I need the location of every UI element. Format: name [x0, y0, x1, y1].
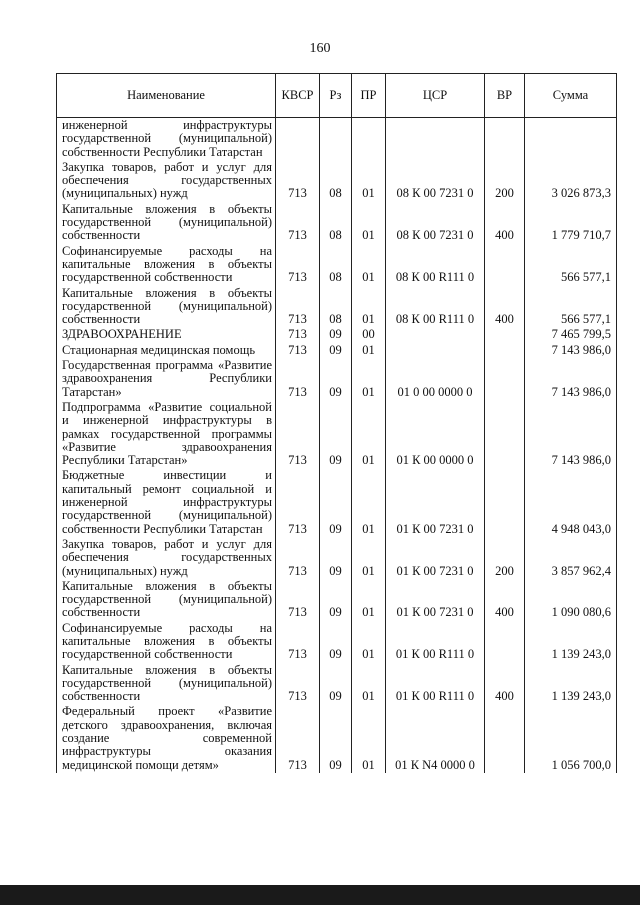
cell-name: Капитальные вложения в объекты государственной (муниципальной) собственности: [57, 663, 276, 705]
cell-name: инженерной инфраструктуры государственной (муниципальной) собственности Республики Татарстан: [57, 118, 276, 160]
cell-kvsr: 713: [276, 468, 320, 536]
cell-rz: 09: [320, 704, 352, 772]
cell-pr: 01: [352, 160, 386, 202]
cell-kvsr: 713: [276, 160, 320, 202]
cell-csr: [386, 343, 485, 358]
cell-sum: 1 056 700,0: [525, 704, 617, 772]
cell-pr: 01: [352, 621, 386, 663]
table-row: [57, 343, 617, 358]
cell-csr: 01 К 00 7231 0: [386, 579, 485, 621]
cell-name: Государственная программа «Развитие здравоохранения Республики Татарстан»: [57, 358, 276, 400]
cell-name: ЗДРАВООХРАНЕНИЕ: [57, 327, 276, 342]
cell-vr: [485, 468, 525, 536]
cell-sum: 3 857 962,4: [525, 537, 617, 579]
cell-name: Закупка товаров, работ и услуг для обеспечения государственных (муниципальных) нужд: [57, 160, 276, 202]
cell-rz: 09: [320, 400, 352, 468]
scan-bottom-edge: [0, 885, 640, 905]
table-row: [57, 358, 617, 400]
cell-vr: 200: [485, 160, 525, 202]
cell-kvsr: 713: [276, 579, 320, 621]
table-row: [57, 244, 617, 286]
cell-sum: 1 779 710,7: [525, 202, 617, 244]
cell-vr: [485, 118, 525, 160]
cell-sum: 566 577,1: [525, 286, 617, 328]
table-row: [57, 663, 617, 705]
cell-vr: [485, 704, 525, 772]
column-header-vr: ВР: [485, 74, 525, 118]
column-header-pr: ПР: [352, 74, 386, 118]
cell-rz: 09: [320, 621, 352, 663]
cell-rz: 09: [320, 579, 352, 621]
cell-rz: [320, 118, 352, 160]
cell-sum: [525, 118, 617, 160]
cell-kvsr: 713: [276, 327, 320, 342]
cell-csr: 01 К 00 7231 0: [386, 537, 485, 579]
table-row: [57, 202, 617, 244]
cell-pr: 01: [352, 202, 386, 244]
table-row: [57, 537, 617, 579]
cell-rz: 09: [320, 358, 352, 400]
cell-rz: 08: [320, 286, 352, 328]
cell-vr: [485, 327, 525, 342]
table-header-row: [57, 74, 617, 118]
cell-csr: 01 К 00 R111 0: [386, 663, 485, 705]
cell-pr: 00: [352, 327, 386, 342]
cell-kvsr: [276, 118, 320, 160]
cell-name: Федеральный проект «Развитие детского здравоохранения, включая создание современной инфраструктуры оказания медицинской помощи детям»: [57, 704, 276, 772]
cell-sum: 1 139 243,0: [525, 621, 617, 663]
cell-csr: 01 К 00 7231 0: [386, 468, 485, 536]
cell-sum: 7 143 986,0: [525, 343, 617, 358]
cell-csr: 01 К 00 0000 0: [386, 400, 485, 468]
cell-kvsr: 713: [276, 286, 320, 328]
cell-csr: 01 0 00 0000 0: [386, 358, 485, 400]
column-header-name: Наименование: [57, 74, 276, 118]
column-header-kvsr: КВСР: [276, 74, 320, 118]
cell-vr: 400: [485, 663, 525, 705]
cell-pr: 01: [352, 663, 386, 705]
cell-kvsr: 713: [276, 704, 320, 772]
table-row: [57, 118, 617, 160]
cell-name: Капитальные вложения в объекты государственной (муниципальной) собственности: [57, 202, 276, 244]
cell-rz: 09: [320, 663, 352, 705]
cell-kvsr: 713: [276, 358, 320, 400]
cell-pr: 01: [352, 343, 386, 358]
table-row: [57, 704, 617, 772]
cell-kvsr: 713: [276, 202, 320, 244]
column-header-rz: Рз: [320, 74, 352, 118]
cell-sum: 566 577,1: [525, 244, 617, 286]
cell-pr: 01: [352, 244, 386, 286]
cell-sum: 4 948 043,0: [525, 468, 617, 536]
cell-vr: [485, 343, 525, 358]
cell-name: Капитальные вложения в объекты государственной (муниципальной) собственности: [57, 286, 276, 328]
cell-sum: 1 090 080,6: [525, 579, 617, 621]
cell-pr: 01: [352, 286, 386, 328]
cell-kvsr: 713: [276, 537, 320, 579]
cell-name: Подпрограмма «Развитие социальной и инженерной инфраструктуры в рамках государственной программы «Развитие здравоохранения Республики Татарстан»: [57, 400, 276, 468]
cell-csr: 01 К 00 R111 0: [386, 621, 485, 663]
cell-pr: [352, 118, 386, 160]
cell-pr: 01: [352, 537, 386, 579]
page-number: 160: [309, 41, 331, 56]
cell-kvsr: 713: [276, 343, 320, 358]
table-row: [57, 286, 617, 328]
cell-rz: 08: [320, 202, 352, 244]
table-row: [57, 400, 617, 468]
cell-pr: 01: [352, 579, 386, 621]
cell-kvsr: 713: [276, 400, 320, 468]
column-header-csr: ЦСР: [386, 74, 485, 118]
table-row: [57, 160, 617, 202]
cell-name: Софинансируемые расходы на капитальные вложения в объекты государственной собственности: [57, 621, 276, 663]
column-header-sum: Сумма: [525, 74, 617, 118]
cell-pr: 01: [352, 358, 386, 400]
cell-sum: 3 026 873,3: [525, 160, 617, 202]
cell-csr: 01 К N4 0000 0: [386, 704, 485, 772]
cell-csr: [386, 118, 485, 160]
cell-vr: [485, 621, 525, 663]
cell-kvsr: 713: [276, 663, 320, 705]
cell-vr: [485, 358, 525, 400]
cell-sum: 7 143 986,0: [525, 400, 617, 468]
cell-name: Софинансируемые расходы на капитальные вложения в объекты государственной собственности: [57, 244, 276, 286]
cell-rz: 09: [320, 537, 352, 579]
table-row: [57, 621, 617, 663]
cell-kvsr: 713: [276, 244, 320, 286]
cell-vr: 400: [485, 286, 525, 328]
cell-sum: 7 143 986,0: [525, 358, 617, 400]
cell-rz: 09: [320, 343, 352, 358]
cell-rz: 08: [320, 244, 352, 286]
cell-vr: 200: [485, 537, 525, 579]
cell-sum: 1 139 243,0: [525, 663, 617, 705]
cell-vr: 400: [485, 579, 525, 621]
cell-csr: 08 К 00 7231 0: [386, 202, 485, 244]
cell-vr: 400: [485, 202, 525, 244]
cell-pr: 01: [352, 400, 386, 468]
cell-sum: 7 465 799,5: [525, 327, 617, 342]
cell-csr: [386, 327, 485, 342]
cell-rz: 08: [320, 160, 352, 202]
cell-name: Стационарная медицинская помощь: [57, 343, 276, 358]
cell-rz: 09: [320, 468, 352, 536]
budget-table: [56, 73, 617, 773]
cell-name: Бюджетные инвестиции и капитальный ремонт социальной и инженерной инфраструктуры государственной (муниципальной) собственности Республики Татарстан: [57, 468, 276, 536]
table-row: [57, 579, 617, 621]
cell-pr: 01: [352, 468, 386, 536]
cell-csr: 08 К 00 7231 0: [386, 160, 485, 202]
cell-pr: 01: [352, 704, 386, 772]
table-row: [57, 327, 617, 342]
cell-vr: [485, 400, 525, 468]
cell-vr: [485, 244, 525, 286]
table-row: [57, 468, 617, 536]
table-body: [57, 118, 617, 773]
cell-name: Капитальные вложения в объекты государственной (муниципальной) собственности: [57, 579, 276, 621]
cell-name: Закупка товаров, работ и услуг для обеспечения государственных (муниципальных) нужд: [57, 537, 276, 579]
cell-csr: 08 К 00 R111 0: [386, 244, 485, 286]
cell-kvsr: 713: [276, 621, 320, 663]
cell-csr: 08 К 00 R111 0: [386, 286, 485, 328]
cell-rz: 09: [320, 327, 352, 342]
